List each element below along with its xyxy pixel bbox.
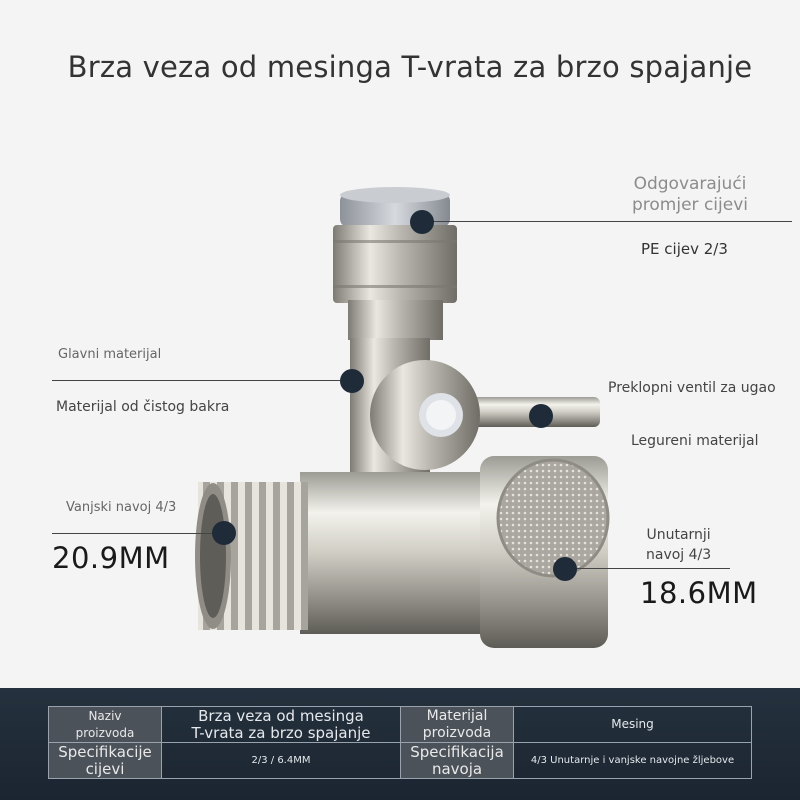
marker-dot — [212, 521, 236, 545]
valve-label: Preklopni ventil za ugao — [608, 380, 776, 396]
marker-dot — [529, 404, 553, 428]
material-callout-line — [52, 380, 352, 381]
spec-header-thread: Specifikacija navoja — [401, 743, 514, 779]
spec-value-thread: 4/3 Unutarnje i vanjske navojne žljebove — [514, 743, 752, 779]
spec-value-product-name: Brza veza od mesinga T-vrata za brzo spajanje — [162, 707, 401, 743]
outer-thread-size: 20.9MM — [52, 541, 170, 575]
pipe-diameter-label: Odgovarajući promjer cijevi — [632, 174, 748, 215]
spec-header-pipe: Specifikacije cijevi — [49, 743, 162, 779]
spec-header-material: Materijal proizvoda — [401, 707, 514, 743]
main-material-label: Glavni materijal — [58, 347, 162, 362]
pipe-callout-line — [422, 221, 792, 222]
spec-value-pipe: 2/3 / 6.4MM — [162, 743, 401, 779]
outer-thread-label: Vanjski navoj 4/3 — [66, 500, 177, 515]
inner-thread-label: Unutarnji navoj 4/3 — [646, 527, 712, 563]
spec-header-product-name: Naziv proizvoda — [49, 707, 162, 743]
hex-nut — [333, 225, 457, 303]
inner-thread-callout-line — [565, 568, 730, 569]
valve-material-value: Legureni materijal — [631, 433, 759, 449]
spec-panel — [0, 688, 800, 800]
table-row — [49, 743, 752, 779]
marker-dot — [340, 369, 364, 393]
marker-dot — [553, 557, 577, 581]
outer-thread-callout-line — [52, 533, 224, 534]
table-row — [49, 707, 752, 743]
marker-dot — [410, 210, 434, 234]
spec-value-material: Mesing — [514, 707, 752, 743]
pipe-diameter-value: PE cijev 2/3 — [641, 240, 728, 258]
main-body — [300, 472, 490, 634]
main-material-value: Materijal od čistog bakra — [56, 399, 230, 415]
spec-table — [48, 706, 752, 779]
page-title: Brza veza od mesinga T-vrata za brzo spajanje — [67, 50, 753, 84]
inner-thread-size: 18.6MM — [640, 576, 758, 610]
